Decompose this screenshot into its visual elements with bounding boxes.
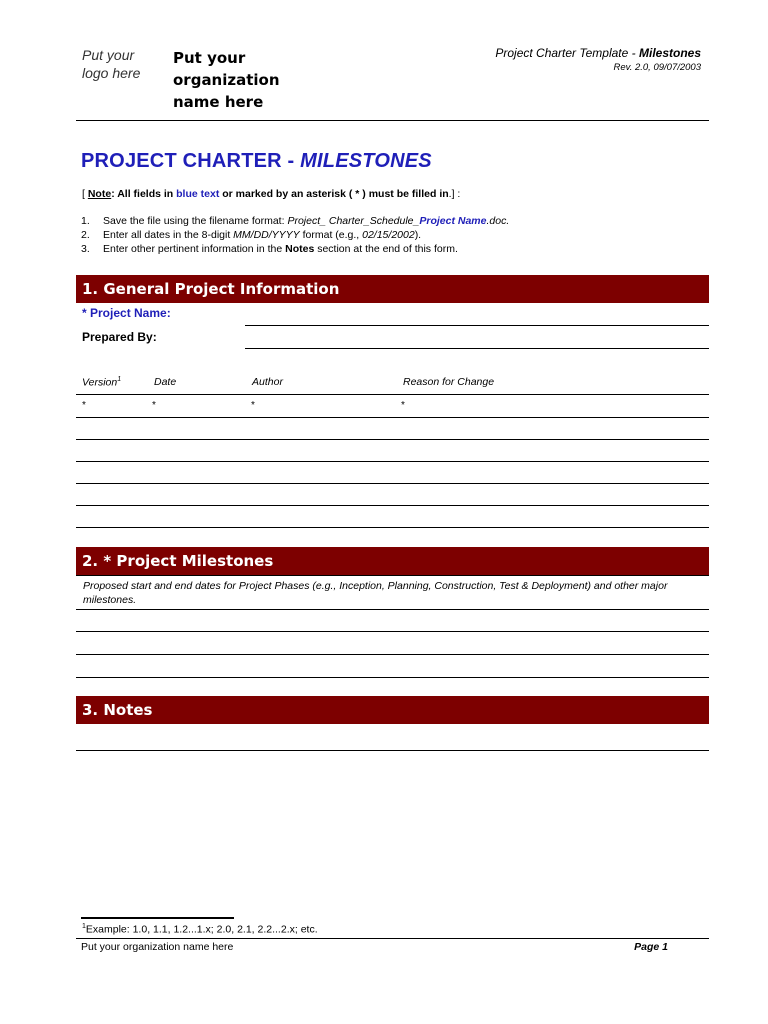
table-row[interactable]: [76, 505, 709, 506]
table-cell-version[interactable]: *: [82, 400, 86, 411]
table-header-rule: [76, 394, 709, 395]
instruction-blue: Project Name: [419, 215, 487, 227]
instruction-italic: MM/DD/YYYY: [233, 229, 300, 241]
instruction-item: [81, 214, 509, 228]
logo-placeholder: Put your logo here: [82, 47, 141, 81]
instruction-text: Save the file using the filename format:: [103, 215, 288, 227]
table-row[interactable]: [76, 439, 709, 440]
instruction-item: [81, 242, 509, 256]
column-header-author: Author: [252, 376, 283, 388]
page-title-prefix: PROJECT CHARTER -: [81, 150, 301, 172]
prepared-by-label: Prepared By:: [82, 330, 157, 344]
instruction-text-end: section at the end of this form.: [314, 243, 458, 255]
instruction-text: Enter all dates in the 8-digit: [103, 229, 234, 241]
table-cell-date[interactable]: *: [152, 400, 156, 411]
instruction-number: 1.: [81, 215, 90, 227]
column-header-date: Date: [154, 376, 177, 388]
column-header-version-text: Version: [82, 376, 118, 389]
milestone-row[interactable]: [76, 677, 709, 678]
footnote-separator: [81, 917, 234, 919]
note-blue-text: blue text: [176, 188, 220, 200]
revision-label: Rev. 2.0, 09/07/2003: [613, 62, 701, 73]
table-row[interactable]: [76, 527, 709, 528]
instruction-item: [81, 228, 509, 242]
instruction-text-end: .doc.: [486, 215, 510, 227]
section-header-milestones: 2. * Project Milestones: [76, 547, 709, 575]
section-header-general-info: 1. General Project Information: [76, 275, 709, 303]
table-row[interactable]: [76, 483, 709, 484]
section-rule: [76, 575, 709, 576]
document-title: [495, 46, 701, 60]
instruction-text-mid: format (e.g.,: [299, 229, 363, 241]
note-close: .] :: [448, 188, 461, 200]
page-number: Page 1: [634, 941, 668, 953]
project-name-field[interactable]: [245, 325, 709, 326]
project-name-label: * Project Name:: [82, 306, 171, 320]
instruction-text: Enter other pertinent information in the: [103, 243, 286, 255]
table-cell-reason[interactable]: *: [401, 400, 405, 411]
column-header-version: [82, 376, 121, 389]
document-title-suffix: Milestones: [638, 46, 701, 60]
organization-name: Put your organization name here: [173, 49, 280, 111]
note-part2: or marked by an asterisk ( * ) must be filled in: [219, 188, 449, 200]
page-title-suffix: MILESTONES: [300, 150, 432, 172]
footer-rule: [76, 938, 709, 939]
table-row[interactable]: [76, 417, 709, 418]
table-cell-author[interactable]: *: [251, 400, 255, 411]
column-header-reason: Reason for Change: [403, 376, 495, 388]
note-open: [: [82, 188, 88, 200]
instruction-list: [81, 214, 509, 256]
instruction-italic: Project_ Charter_Schedule_: [287, 215, 420, 227]
note-label: Note: [87, 188, 112, 200]
document-title-prefix: Project Charter Template -: [495, 46, 639, 60]
instruction-text-end: ).: [414, 229, 422, 241]
prepared-by-field[interactable]: [245, 348, 709, 349]
milestones-description: Proposed start and end dates for Project Phases (e.g., Inception, Planning, Construction, Test & Deployment) and other major milestones.: [83, 580, 668, 606]
milestone-row[interactable]: [76, 631, 709, 632]
footnote-marker: 1: [117, 376, 122, 383]
footer-organization: Put your organization name here: [81, 941, 234, 953]
milestone-row[interactable]: [76, 609, 709, 610]
fill-in-note: [82, 188, 460, 200]
instruction-bold: Notes: [285, 243, 315, 255]
footnote-text: Example: 1.0, 1.1, 1.2...1.x; 2.0, 2.1, 2.2...2.x; etc.: [85, 923, 318, 936]
instruction-italic: 02/15/2002: [362, 229, 415, 241]
page-title: [81, 150, 432, 173]
notes-field[interactable]: [76, 750, 709, 751]
section-header-notes: 3. Notes: [76, 696, 709, 724]
instruction-number: 3.: [81, 243, 90, 255]
note-part1: : All fields in: [111, 188, 177, 200]
header-rule: [76, 120, 709, 121]
instruction-number: 2.: [81, 229, 90, 241]
footnote: [82, 923, 318, 936]
milestone-row[interactable]: [76, 654, 709, 655]
table-row[interactable]: [76, 461, 709, 462]
footnote-sup: 1: [82, 923, 86, 930]
